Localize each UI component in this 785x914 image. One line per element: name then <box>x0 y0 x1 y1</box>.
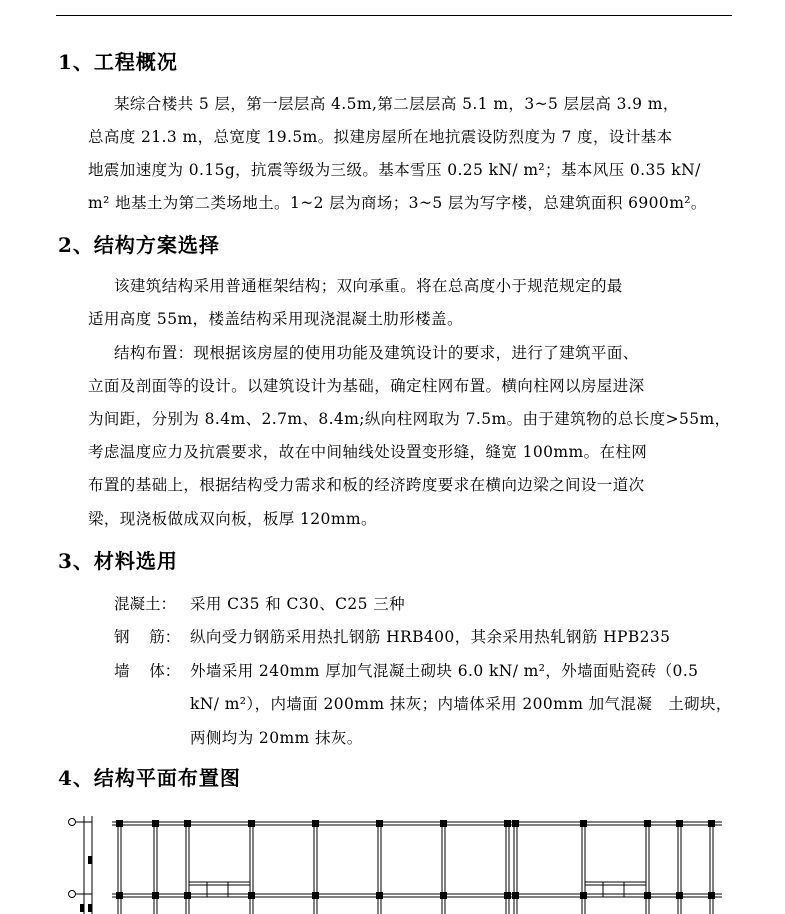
plan-gridlines <box>118 822 713 914</box>
wall-label: 墙 体： <box>114 662 181 680</box>
s2-p2-line-2: 立面及剖面等的设计。以建筑设计为基础，确定柱网布置。横向柱网以房屋进深 <box>88 377 645 395</box>
steel-label: 钢 筋： <box>114 628 181 646</box>
section-2-heading: 2、结构方案选择 <box>58 233 220 257</box>
s2-p2-line-6: 梁，现浇板做成双向板，板厚 120mm。 <box>88 510 377 528</box>
structural-plan-drawing <box>62 812 785 914</box>
section-4-heading: 4、结构平面布置图 <box>58 766 241 790</box>
wall-line-2: kN/ m²），内墙面 200mm 抹灰；内墙体采用 200mm 加气混凝 土砌块， <box>190 695 732 713</box>
s1-line-2: 总高度 21.3 m，总宽度 19.5m。拟建房屋所在地抗震设防烈度为 7 度，设计基本 <box>88 128 673 146</box>
axis-bubble-top <box>69 819 76 826</box>
s2-p1-line-2: 适用高度 55m，楼盖结构采用现浇混凝土肋形楼盖。 <box>88 310 463 328</box>
section-1-heading: 1、工程概况 <box>58 50 178 74</box>
s1-line-1: 某综合楼共 5 层，第一层层高 4.5m,第二层层高 5.1 m，3~5 层层高 3.9 m， <box>114 95 679 113</box>
section-3-heading: 3、材料选用 <box>58 549 178 573</box>
concrete-text: 采用 C35 和 C30、C25 三种 <box>190 595 406 613</box>
s1-line-4: m² 地基土为第二类场地土。1~2 层为商场；3~5 层为写字楼，总建筑面积 6900m²。 <box>88 194 707 212</box>
concrete-label: 混凝土： <box>114 595 177 613</box>
header-rule <box>56 15 732 16</box>
steel-text: 纵向受力钢筋采用热扎钢筋 HRB400，其余采用热轧钢筋 HPB235 <box>190 628 671 646</box>
s2-p2-line-5: 布置的基础上，根据结构受力需求和板的经济跨度要求在横向边梁之间设一道次 <box>88 476 645 494</box>
s2-p1-line-1: 该建筑结构采用普通框架结构；双向承重。将在总高度小于规范规定的最 <box>114 277 623 295</box>
s2-p2-line-3: 为间距，分别为 8.4m、2.7m、8.4m;纵向柱网取为 7.5m。由于建筑物的总长度>55m， <box>88 410 731 428</box>
wall-line-1: 外墙采用 240mm 厚加气混凝土砌块 6.0 kN/ m²，外墙面贴瓷砖（0.5 <box>190 662 699 680</box>
s1-line-3: 地震加速度为 0.15g，抗震等级为三级。基本雪压 0.25 kN/ m²；基本风压 0.35 kN/ <box>88 161 701 179</box>
s2-p2-line-1: 结构布置：现根据该房屋的使用功能及建筑设计的要求，进行了建筑平面、 <box>114 344 639 362</box>
plan-columns <box>80 820 715 912</box>
wall-line-3: 两侧均为 20mm 抹灰。 <box>190 729 363 747</box>
axis-bubble-bottom <box>69 891 76 898</box>
s2-p2-line-4: 考虑温度应力及抗震要求，故在中间轴线处设置变形缝，缝宽 100mm。在柱网 <box>88 443 648 461</box>
